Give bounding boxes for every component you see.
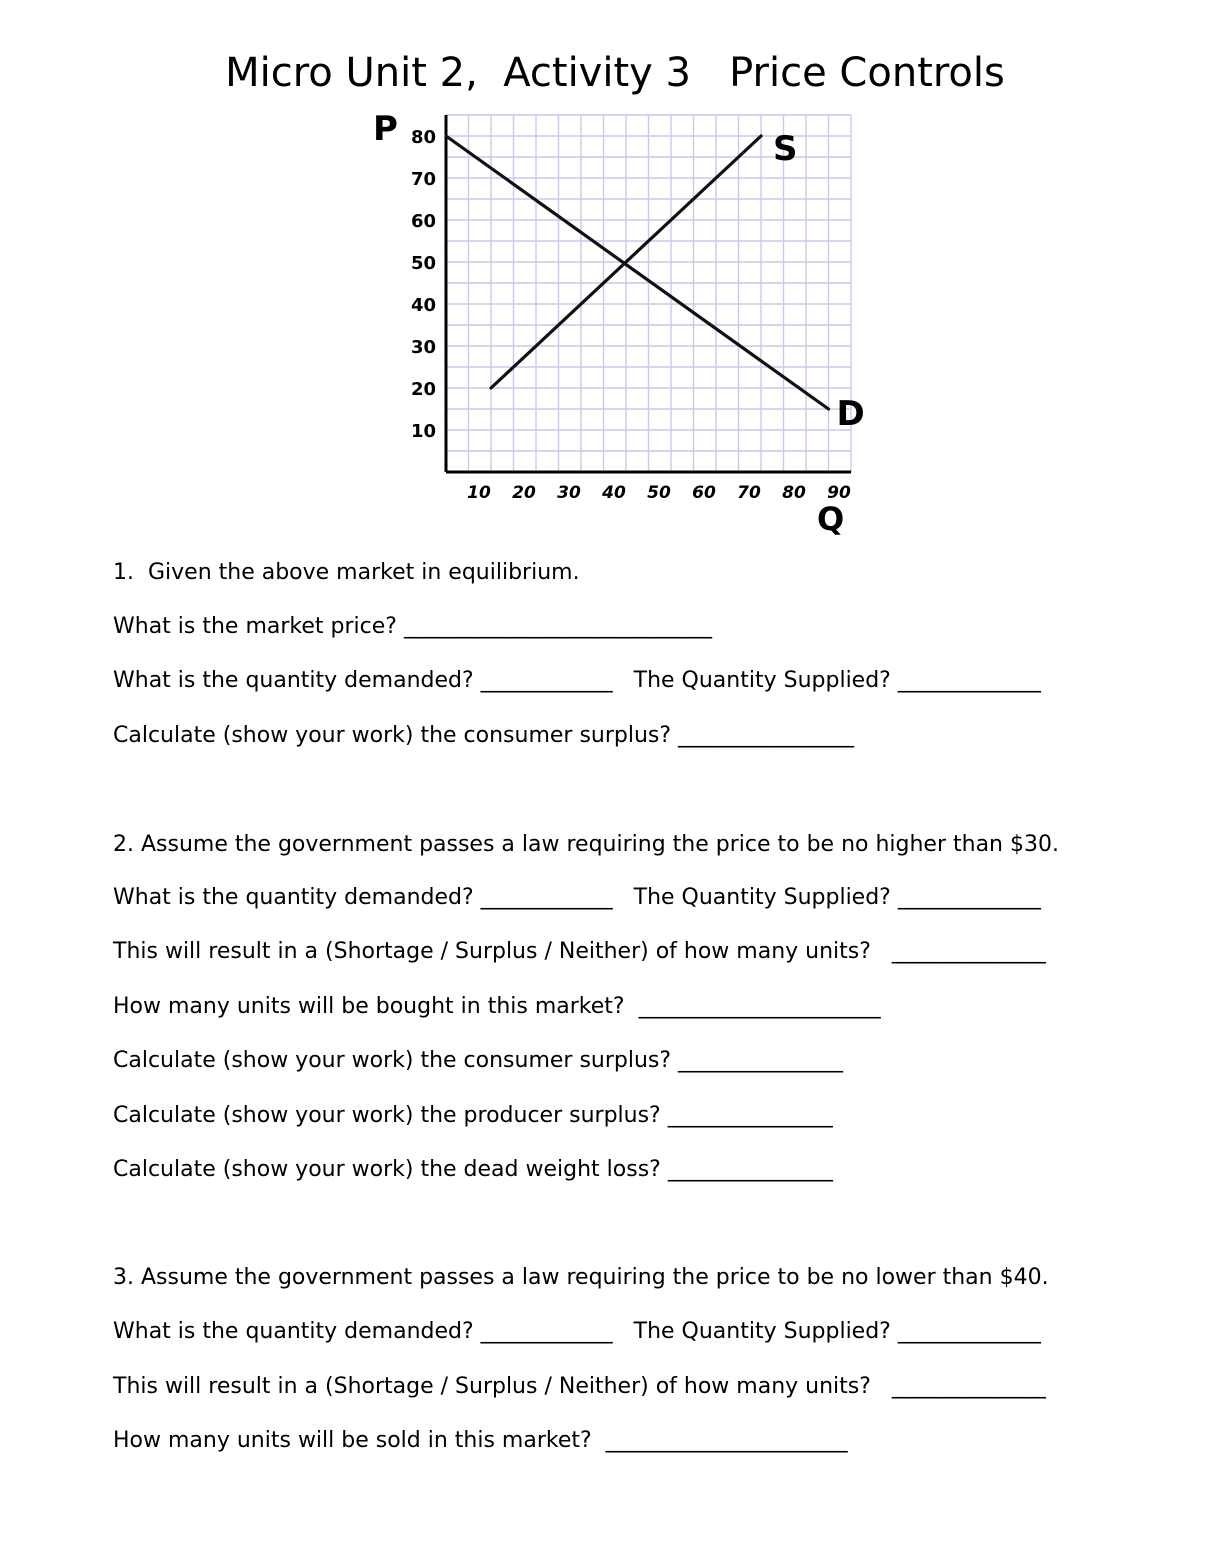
question-3-heading: 3. Assume the government passes a law requiring the price to be no lower than $40. <box>113 1265 1049 1290</box>
q1-market-price: What is the market price? ____________________________ <box>113 614 712 639</box>
x-tick-label: 20 <box>512 483 536 503</box>
q2-producer-surplus: Calculate (show your work) the producer surplus? _______________ <box>113 1103 833 1128</box>
y-tick-label: 10 <box>410 421 436 442</box>
supply-demand-graph <box>360 100 865 540</box>
x-tick-label: 30 <box>557 483 581 503</box>
x-tick-label: 10 <box>467 483 491 503</box>
q2-quantities: What is the quantity demanded? ____________ The Quantity Supplied? _____________ <box>113 885 1041 910</box>
question-1-heading: 1. Given the above market in equilibrium. <box>113 560 580 585</box>
q3-units-sold: How many units will be sold in this market? ______________________ <box>113 1428 848 1453</box>
page-title: Micro Unit 2, Activity 3 Price Controls <box>225 50 1005 96</box>
q1-consumer-surplus: Calculate (show your work) the consumer surplus? ________________ <box>113 723 855 748</box>
x-tick-label: 90 <box>827 483 851 503</box>
y-tick-label: 50 <box>410 253 436 274</box>
x-tick-label: 50 <box>647 483 671 503</box>
y-tick-label: 80 <box>410 127 436 148</box>
y-tick-label: 60 <box>410 211 436 232</box>
y-axis-label: P <box>373 109 398 149</box>
q1-quantities: What is the quantity demanded? ____________ The Quantity Supplied? _____________ <box>113 668 1041 693</box>
question-2-heading: 2. Assume the government passes a law requiring the price to be no higher than $30. <box>113 832 1059 857</box>
x-tick-label: 60 <box>692 483 716 503</box>
x-tick-label: 40 <box>602 483 626 503</box>
x-tick-label: 80 <box>782 483 806 503</box>
q2-consumer-surplus: Calculate (show your work) the consumer surplus? _______________ <box>113 1048 844 1073</box>
q2-dead-weight-loss: Calculate (show your work) the dead weight loss? _______________ <box>113 1157 833 1182</box>
y-tick-label: 30 <box>410 337 436 358</box>
q2-units-bought: How many units will be bought in this market? ______________________ <box>113 994 881 1019</box>
y-tick-label: 70 <box>410 169 436 190</box>
y-tick-label: 20 <box>410 379 436 400</box>
q3-shortage-surplus: This will result in a (Shortage / Surplus / Neither) of how many units? ______________ <box>113 1374 1046 1399</box>
x-tick-label: 70 <box>737 483 761 503</box>
x-axis-label: Q <box>817 500 845 538</box>
q3-quantities: What is the quantity demanded? ____________ The Quantity Supplied? _____________ <box>113 1319 1041 1344</box>
q2-shortage-surplus: This will result in a (Shortage / Surplus / Neither) of how many units? ______________ <box>113 939 1046 964</box>
graph-tick-labels <box>411 127 851 503</box>
y-tick-label: 40 <box>410 295 436 316</box>
curve-label-d: D <box>836 394 865 434</box>
curve-label-s: S <box>773 129 798 169</box>
curve-d <box>446 136 829 409</box>
